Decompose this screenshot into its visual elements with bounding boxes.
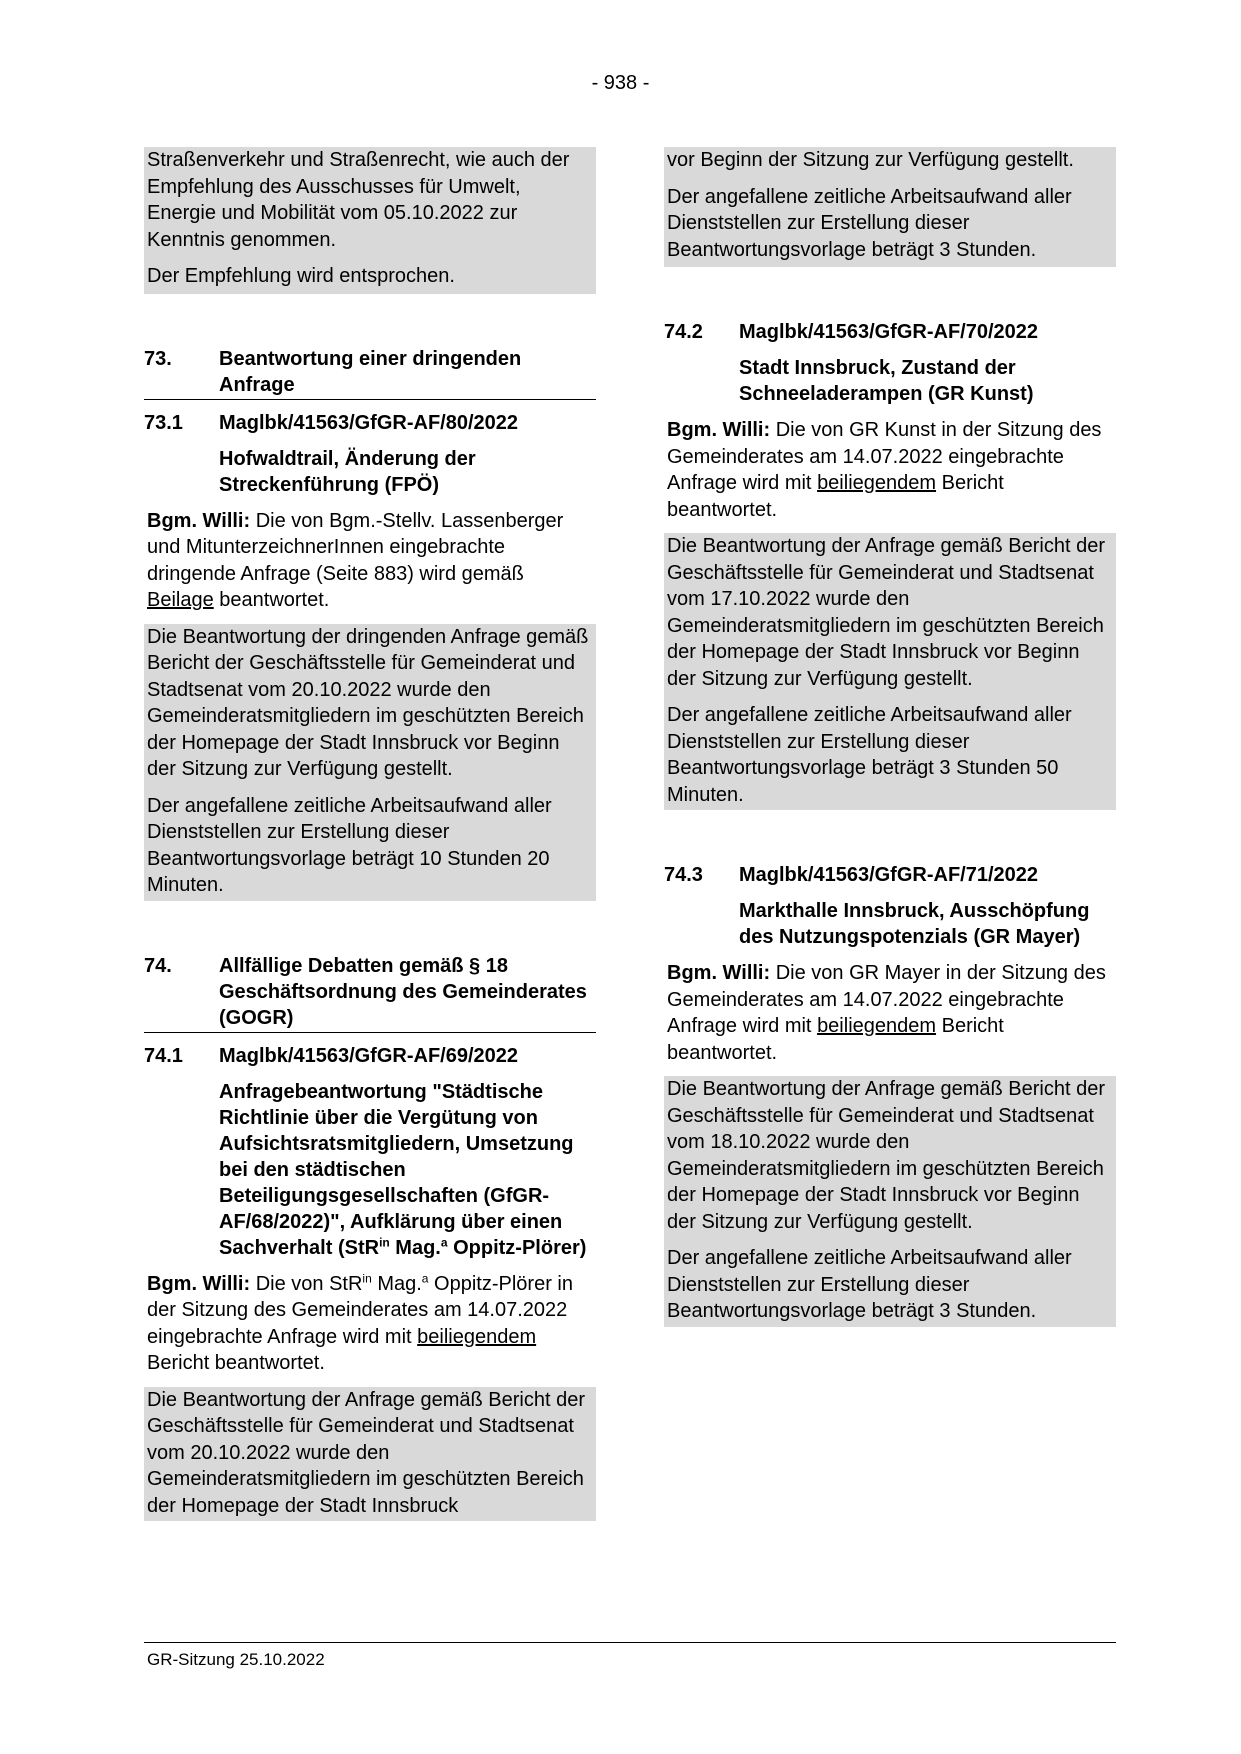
item-subtitle: Stadt Innsbruck, Zustand der Schneeladerampen (GR Kunst) (739, 357, 1034, 405)
shaded-paragraph: Die Beantwortung der Anfrage gemäß Bericht der Geschäftsstelle für Gemeinderat und Stadtsenat vom 18.10.2022 wurde den Gemeinderatsmitgliedern im geschützten Bereich der Homepage der Stadt Innsbruck vor Beginn der Sitzung zur Verfügung gestellt. (667, 1078, 1106, 1233)
continued-shaded-block (664, 147, 1116, 267)
item-74-2-heading (664, 319, 1116, 345)
item-reference: Maglbk/41563/GfGR-AF/69/2022 (219, 1044, 519, 1067)
item-subtitle: Markthalle Innsbruck, Ausschöpfung des Nutzungspotenzials (GR Mayer) (739, 900, 1090, 948)
shaded-paragraph: Der angefallene zeitliche Arbeitsaufwand aller Dienststellen zur Erstellung dieser Beantwortungsvorlage beträgt 10 Stunden 20 Minuten. (147, 794, 552, 896)
page-number: - 938 - (591, 72, 650, 94)
shaded-block (144, 624, 596, 901)
body-text: beantwortet. (213, 589, 330, 611)
shaded-paragraph: Die Beantwortung der Anfrage gemäß Bericht der Geschäftsstelle für Gemeinderat und Stadtsenat vom 17.10.2022 wurde den Gemeinderatsmitgliedern im geschützten Bereich der Homepage der Stadt Innsbruck vor Beginn der Sitzung zur Verfügung gestellt. (667, 535, 1106, 690)
item-number: 74.3 (664, 864, 703, 886)
shaded-block (664, 533, 1116, 810)
section-title: Allfällige Debatten gemäß § 18 Geschäftsordnung des Gemeinderates (GOGR) (219, 954, 587, 1029)
left-column (144, 147, 596, 1521)
shaded-block (664, 1076, 1116, 1327)
shaded-block (144, 1387, 596, 1522)
speaker: Bgm. Willi: (667, 962, 771, 984)
shaded-paragraph: Die Beantwortung der Anfrage gemäß Bericht der Geschäftsstelle für Gemeinderat und Stadtsenat vom 20.10.2022 wurde den Gemeinderatsmitgliedern im geschützten Bereich der Homepage der Stadt Innsbruck (147, 1388, 586, 1517)
item-73-1-heading (144, 410, 596, 436)
item-subtitle: Anfragebeantwortung "Städtische Richtlinie über die Vergütung von Aufsichtsratsmitgliedern, Umsetzung bei den städtischen Beteiligungsgesellschaften (GfGR-AF/68/2022)", Aufklärung über einen Sachverhalt (StR$^{in}$ Mag.$^a$ Oppitz-Plörer) (219, 1080, 587, 1259)
item-reference: Maglbk/41563/GfGR-AF/70/2022 (739, 321, 1039, 343)
item-number: 74.2 (664, 321, 703, 343)
shaded-paragraph: Der angefallene zeitliche Arbeitsaufwand aller Dienststellen zur Erstellung dieser Beantwortungsvorlage beträgt 3 Stunden. (667, 1247, 1072, 1322)
continued-paragraph: Straßenverkehr und Straßenrecht, wie auch der Empfehlung des Ausschusses für Umwelt, Energie und Mobilität vom 05.10.2022 zur Kenntnis genommen. (147, 149, 570, 251)
right-column (664, 147, 1116, 1327)
continued-paragraph: vor Beginn der Sitzung zur Verfügung gestellt. (667, 149, 1074, 171)
shaded-paragraph: Der angefallene zeitliche Arbeitsaufwand aller Dienststellen zur Erstellung dieser Beantwortungsvorlage beträgt 3 Stunden 50 Minuten. (667, 704, 1072, 806)
item-74-3-heading (664, 862, 1116, 888)
item-subtitle: Hofwaldtrail, Änderung der Streckenführung (FPÖ) (219, 447, 476, 496)
beiliegendem-link[interactable]: beiliegendem (817, 472, 937, 494)
item-body (144, 508, 596, 614)
item-74-1-heading (144, 1043, 596, 1069)
item-body: Bgm. Willi: Die von GR Kunst in der Sitzung des Gemeinderates am 14.07.2022 eingebrachte Anfrage wird mit beiliegendem Bericht beantwortet. (667, 419, 1102, 521)
item-number: 73.1 (144, 411, 183, 434)
section-number: 73. (144, 347, 172, 370)
continued-shaded-block (144, 147, 596, 294)
item-body: Bgm. Willi: Die von StR$^{in}$ Mag.$^a$ Oppitz-Plörer in der Sitzung des Gemeinderates am 14.07.2022 eingebrachte Anfrage wird mit beiliegendem Bericht beantwortet. (147, 1270, 573, 1374)
body-text: Die von Bgm.-Stellv. Lassenberger und MitunterzeichnerInnen eingebrachte dringende Anfrage (Seite 883) wird gemäß (147, 509, 564, 585)
section-title: Beantwortung einer dringenden Anfrage (219, 347, 522, 396)
speaker: Bgm. Willi: (667, 419, 771, 441)
beilage-link[interactable]: Beilage (147, 589, 214, 611)
continued-paragraph: Der angefallene zeitliche Arbeitsaufwand aller Dienststellen zur Erstellung dieser Beantwortungsvorlage beträgt 3 Stunden. (667, 185, 1072, 261)
speaker: Bgm. Willi: (147, 509, 251, 532)
footer-rule (144, 1642, 1116, 1643)
section-73-heading (144, 346, 596, 400)
shaded-paragraph: Die Beantwortung der dringenden Anfrage gemäß Bericht der Geschäftsstelle für Gemeinderat und Stadtsenat vom 20.10.2022 wurde den Gemeinderatsmitgliedern im geschützten Bereich der Homepage der Stadt Innsbruck vor Beginn der Sitzung zur Verfügung gestellt. (147, 625, 589, 780)
item-number: 74.1 (144, 1044, 183, 1067)
section-number: 74. (144, 954, 172, 977)
section-74-heading (144, 953, 596, 1033)
footer-text: GR-Sitzung 25.10.2022 (147, 1650, 325, 1669)
continued-paragraph: Der Empfehlung wird entsprochen. (147, 265, 455, 287)
item-reference: Maglbk/41563/GfGR-AF/71/2022 (739, 864, 1039, 886)
item-reference: Maglbk/41563/GfGR-AF/80/2022 (219, 411, 519, 434)
speaker: Bgm. Willi: (147, 1272, 251, 1295)
beiliegendem-link[interactable]: beiliegendem (817, 1015, 937, 1037)
item-body: Bgm. Willi: Die von GR Mayer in der Sitzung des Gemeinderates am 14.07.2022 eingebrachte Anfrage wird mit beiliegendem Bericht beantwortet. (667, 962, 1106, 1064)
beiliegendem-link[interactable]: beiliegendem (417, 1325, 537, 1348)
